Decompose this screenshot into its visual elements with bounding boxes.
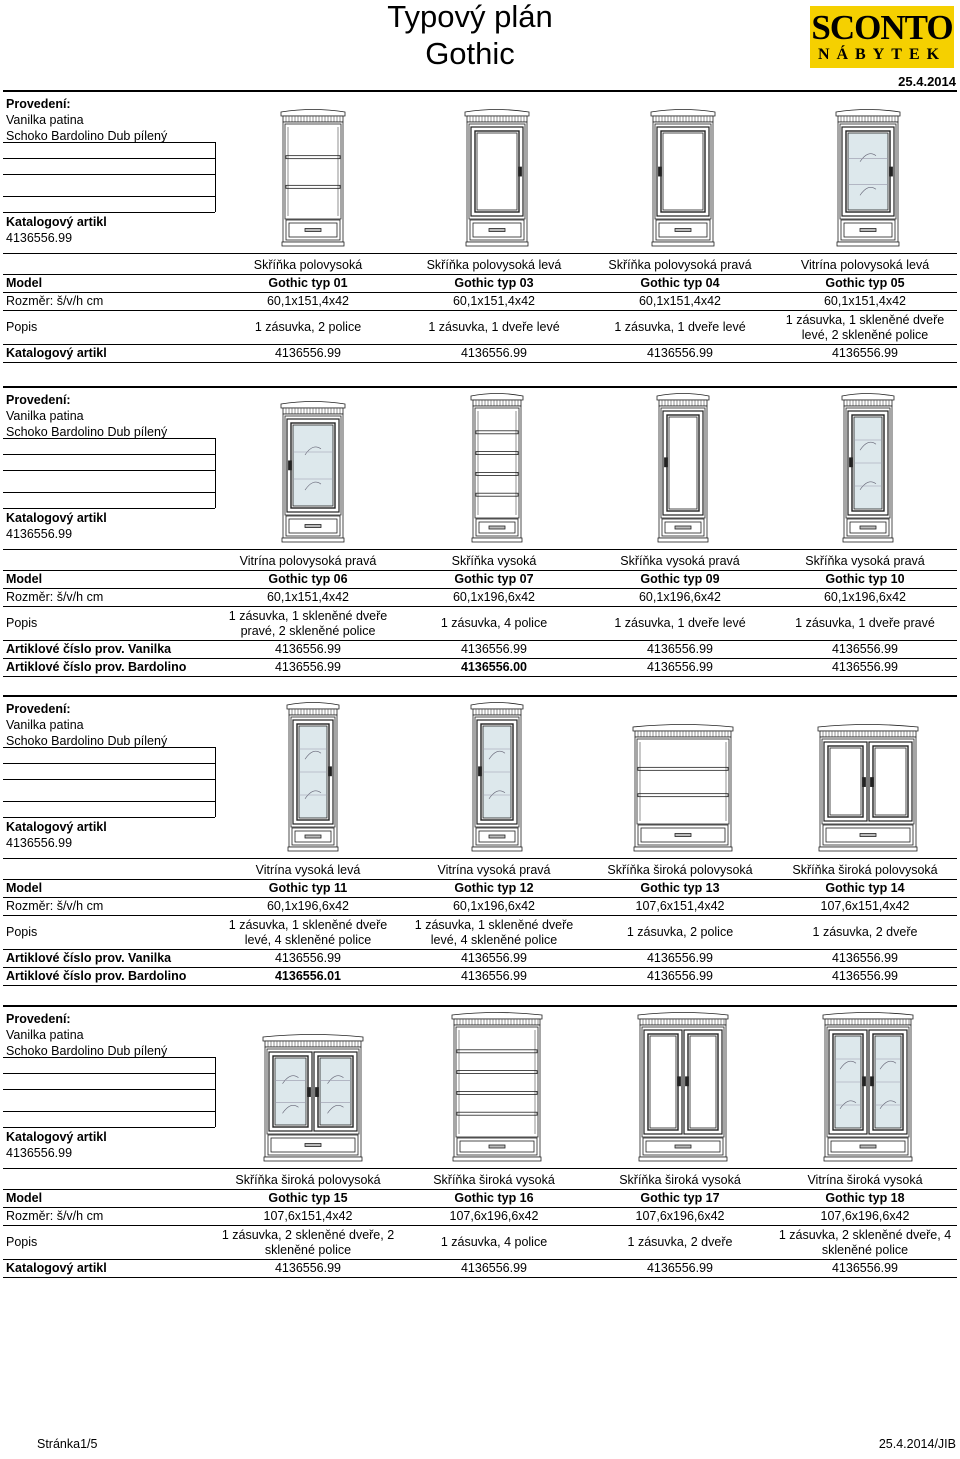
sconto-logo <box>810 6 954 68</box>
furniture-drawing <box>656 391 710 546</box>
ruled-line <box>3 470 215 471</box>
furniture-drawing <box>650 107 716 250</box>
row-value: 1 zásuvka, 2 skleněné dveře, 4 skleněné police <box>773 1226 957 1260</box>
furniture-drawing <box>280 399 346 546</box>
furniture-drawing <box>286 700 340 855</box>
row-value: Gothic typ 01 <box>215 275 401 293</box>
katalog-label: Katalogový artikl <box>6 820 107 834</box>
row-value: 1 zásuvka, 1 dveře levé <box>587 607 773 641</box>
finish-vanilka: Vanilka patina <box>6 1028 84 1042</box>
ruled-line <box>3 454 215 455</box>
table-row <box>3 659 957 677</box>
ruled-divider <box>215 142 216 212</box>
furniture-drawing <box>280 107 346 250</box>
empty-cell <box>3 257 215 275</box>
empty-cell <box>3 1172 215 1190</box>
row-label: Model <box>3 571 215 589</box>
row-value: 4136556.99 <box>587 345 773 363</box>
page-number: Stránka1/5 <box>37 1437 98 1451</box>
row-value: Gothic typ 16 <box>401 1190 587 1208</box>
category-row <box>3 257 957 275</box>
row-value: 4136556.01 <box>215 968 401 986</box>
katalog-label: Katalogový artikl <box>6 215 107 229</box>
finish-vanilka: Vanilka patina <box>6 409 84 423</box>
row-value: 60,1x151,4x42 <box>401 293 587 311</box>
table-row <box>3 275 957 293</box>
logo-text-sub: NÁBYTEK <box>817 46 947 63</box>
table-row <box>3 641 957 659</box>
row-value: 1 zásuvka, 2 dveře <box>587 1226 773 1260</box>
row-value: Gothic typ 18 <box>773 1190 957 1208</box>
row-value: 4136556.99 <box>773 345 957 363</box>
row-value: 60,1x196,6x42 <box>773 589 957 607</box>
header-date: 25.4.2014 <box>898 74 956 89</box>
category-cell: Skříňka vysoká pravá <box>620 554 740 568</box>
category-cell: Skříňka široká vysoká <box>433 1173 555 1187</box>
table-row <box>3 311 957 345</box>
row-label: Popis <box>3 916 215 950</box>
row-value: 60,1x151,4x42 <box>773 293 957 311</box>
row-value: 1 zásuvka, 1 skleněné dveře levé, 2 skleněné police <box>773 311 957 345</box>
ruled-divider <box>215 1057 216 1127</box>
ruled-line <box>3 801 215 802</box>
table-row <box>3 1208 957 1226</box>
row-label: Popis <box>3 1226 215 1260</box>
row-value: Gothic typ 03 <box>401 275 587 293</box>
row-value: 107,6x196,6x42 <box>401 1208 587 1226</box>
row-value: 1 zásuvka, 4 police <box>401 1226 587 1260</box>
title-line-2: Gothic <box>425 36 515 71</box>
row-value: 4136556.99 <box>773 641 957 659</box>
ruled-line <box>3 1111 215 1112</box>
title-line-1: Typový plán <box>387 0 553 34</box>
ruled-line <box>3 212 215 213</box>
row-value: Gothic typ 14 <box>773 880 957 898</box>
finish-bardolino: Schoko Bardolino Dub pílený <box>6 734 168 748</box>
ruled-line <box>3 1089 215 1090</box>
ruled-divider <box>215 747 216 817</box>
category-cell: Skříňka polovysoká levá <box>426 258 562 272</box>
table-row <box>3 1260 957 1278</box>
row-value: Gothic typ 11 <box>215 880 401 898</box>
row-value: 4136556.99 <box>773 968 957 986</box>
row-value: 4136556.99 <box>401 641 587 659</box>
row-label: Rozměr: š/v/h cm <box>3 293 215 311</box>
ruled-line <box>3 779 215 780</box>
ruled-line <box>3 492 215 493</box>
category-row <box>3 1172 957 1190</box>
finish-vanilka: Vanilka patina <box>6 113 84 127</box>
row-value: 4136556.99 <box>401 968 587 986</box>
table-row <box>3 898 957 916</box>
finish-bardolino: Schoko Bardolino Dub pílený <box>6 425 168 439</box>
furniture-drawing <box>817 722 919 855</box>
row-value: Gothic typ 17 <box>587 1190 773 1208</box>
row-value: Gothic typ 13 <box>587 880 773 898</box>
spec-table <box>3 257 957 363</box>
row-value: 4136556.99 <box>215 1260 401 1278</box>
category-cell: Skříňka široká polovysoká <box>607 863 753 877</box>
furniture-drawing <box>470 700 524 855</box>
table-row <box>3 916 957 950</box>
row-value: 107,6x196,6x42 <box>773 1208 957 1226</box>
furniture-drawing <box>841 391 895 546</box>
empty-cell <box>3 862 215 880</box>
provedeni-label: Provedení: <box>6 1012 71 1026</box>
row-value: Gothic typ 15 <box>215 1190 401 1208</box>
row-value: 1 zásuvka, 1 dveře pravé <box>773 607 957 641</box>
finish-bardolino: Schoko Bardolino Dub pílený <box>6 129 168 143</box>
row-value: 1 zásuvka, 1 skleněné dveře levé, 4 skleněné police <box>215 916 401 950</box>
table-row <box>3 950 957 968</box>
row-value: 4136556.99 <box>773 1260 957 1278</box>
row-value: 4136556.99 <box>587 659 773 677</box>
ruled-line <box>3 174 215 175</box>
katalog-value: 4136556.99 <box>6 1146 73 1160</box>
row-value: 60,1x196,6x42 <box>587 589 773 607</box>
ruled-divider <box>215 438 216 508</box>
category-cell: Skříňka vysoká <box>451 554 537 568</box>
row-label: Rozměr: š/v/h cm <box>3 589 215 607</box>
row-label: Popis <box>3 607 215 641</box>
table-row <box>3 589 957 607</box>
ruled-line <box>3 1073 215 1074</box>
row-value: 4136556.99 <box>587 968 773 986</box>
page-title <box>370 0 570 72</box>
row-value: Gothic typ 10 <box>773 571 957 589</box>
ruled-line <box>3 817 215 818</box>
furniture-drawing <box>637 1010 729 1165</box>
row-value: 60,1x196,6x42 <box>401 898 587 916</box>
row-value: 1 zásuvka, 2 police <box>587 916 773 950</box>
category-cell: Skříňka polovysoká pravá <box>608 258 752 272</box>
row-value: 1 zásuvka, 2 police <box>215 311 401 345</box>
row-value: Gothic typ 07 <box>401 571 587 589</box>
table-row <box>3 880 957 898</box>
row-value: 4136556.00 <box>401 659 587 677</box>
logo-text-main: SCONTO <box>811 8 953 47</box>
row-label: Katalogový artikl <box>3 345 215 363</box>
provedeni-label: Provedení: <box>6 393 71 407</box>
row-value: 60,1x151,4x42 <box>215 293 401 311</box>
row-value: Gothic typ 04 <box>587 275 773 293</box>
category-row <box>3 862 957 880</box>
category-cell: Skříňka široká polovysoká <box>792 863 938 877</box>
row-value: 1 zásuvka, 1 skleněné dveře pravé, 2 skleněné police <box>215 607 401 641</box>
spec-table <box>3 1172 957 1278</box>
row-label: Rozměr: š/v/h cm <box>3 1208 215 1226</box>
row-label: Model <box>3 880 215 898</box>
furniture-drawing <box>822 1010 914 1165</box>
row-label: Popis <box>3 311 215 345</box>
row-value: 60,1x196,6x42 <box>215 898 401 916</box>
furniture-drawing <box>835 107 901 250</box>
katalog-value: 4136556.99 <box>6 231 73 245</box>
row-value: 60,1x151,4x42 <box>587 293 773 311</box>
row-value: 4136556.99 <box>587 641 773 659</box>
row-value: Gothic typ 09 <box>587 571 773 589</box>
row-value: 60,1x151,4x42 <box>215 589 401 607</box>
furniture-drawing <box>470 391 524 546</box>
ruled-line <box>3 196 215 197</box>
provedeni-label: Provedení: <box>6 702 71 716</box>
category-cell: Vitrína široká vysoká <box>807 1173 923 1187</box>
furniture-drawing <box>262 1032 364 1165</box>
category-cell: Vitrína vysoká levá <box>255 863 361 877</box>
category-cell: Skříňka vysoká pravá <box>805 554 925 568</box>
row-value: 1 zásuvka, 4 police <box>401 607 587 641</box>
table-row <box>3 571 957 589</box>
row-value: 4136556.99 <box>215 345 401 363</box>
table-row <box>3 1226 957 1260</box>
finish-bardolino: Schoko Bardolino Dub pílený <box>6 1044 168 1058</box>
category-cell: Vitrína vysoká pravá <box>437 863 551 877</box>
row-label: Katalogový artikl <box>3 1260 215 1278</box>
row-value: 1 zásuvka, 2 skleněné dveře, 2 skleněné police <box>215 1226 401 1260</box>
row-value: 4136556.99 <box>773 950 957 968</box>
ruled-line <box>3 1127 215 1128</box>
row-value: 4136556.99 <box>401 345 587 363</box>
row-value: 4136556.99 <box>773 659 957 677</box>
furniture-drawing <box>451 1010 543 1165</box>
row-value: 4136556.99 <box>215 950 401 968</box>
provedeni-label: Provedení: <box>6 97 71 111</box>
table-row <box>3 345 957 363</box>
row-value: 107,6x151,4x42 <box>215 1208 401 1226</box>
row-value: 1 zásuvka, 2 dveře <box>773 916 957 950</box>
ruled-line <box>3 763 215 764</box>
row-value: 107,6x151,4x42 <box>587 898 773 916</box>
furniture-drawing <box>464 107 530 250</box>
row-label: Artiklové číslo prov. Bardolino <box>3 659 215 677</box>
row-label: Artiklové číslo prov. Vanilka <box>3 641 215 659</box>
row-label: Model <box>3 1190 215 1208</box>
ruled-line <box>3 508 215 509</box>
row-value: 4136556.99 <box>587 950 773 968</box>
row-value: 1 zásuvka, 1 skleněné dveře levé, 4 skleněné police <box>401 916 587 950</box>
table-row <box>3 293 957 311</box>
row-value: Gothic typ 06 <box>215 571 401 589</box>
furniture-drawing <box>632 722 734 855</box>
category-cell: Vitrína polovysoká levá <box>800 258 930 272</box>
katalog-label: Katalogový artikl <box>6 511 107 525</box>
finish-vanilka: Vanilka patina <box>6 718 84 732</box>
katalog-value: 4136556.99 <box>6 527 73 541</box>
katalog-value: 4136556.99 <box>6 836 73 850</box>
category-cell: Skříňka široká polovysoká <box>235 1173 381 1187</box>
category-cell: Vitrína polovysoká pravá <box>239 554 377 568</box>
row-value: 4136556.99 <box>401 950 587 968</box>
ruled-line <box>3 158 215 159</box>
row-label: Artiklové číslo prov. Bardolino <box>3 968 215 986</box>
category-cell: Skříňka široká vysoká <box>619 1173 741 1187</box>
row-label: Model <box>3 275 215 293</box>
row-value: Gothic typ 05 <box>773 275 957 293</box>
table-row <box>3 968 957 986</box>
category-row <box>3 553 957 571</box>
row-value: 1 zásuvka, 1 dveře levé <box>587 311 773 345</box>
row-value: 4136556.99 <box>215 659 401 677</box>
row-value: 107,6x151,4x42 <box>773 898 957 916</box>
row-value: 1 zásuvka, 1 dveře levé <box>401 311 587 345</box>
category-cell: Skříňka polovysoká <box>253 258 363 272</box>
empty-cell <box>3 553 215 571</box>
table-row <box>3 1190 957 1208</box>
row-value: 4136556.99 <box>587 1260 773 1278</box>
row-value: 60,1x196,6x42 <box>401 589 587 607</box>
spec-table <box>3 862 957 986</box>
table-row <box>3 607 957 641</box>
footer-stamp: 25.4.2014/JIB <box>878 1437 956 1451</box>
row-label: Artiklové číslo prov. Vanilka <box>3 950 215 968</box>
row-value: 107,6x196,6x42 <box>587 1208 773 1226</box>
row-value: 4136556.99 <box>401 1260 587 1278</box>
row-label: Rozměr: š/v/h cm <box>3 898 215 916</box>
row-value: Gothic typ 12 <box>401 880 587 898</box>
katalog-label: Katalogový artikl <box>6 1130 107 1144</box>
spec-table <box>3 553 957 677</box>
row-value: 4136556.99 <box>215 641 401 659</box>
